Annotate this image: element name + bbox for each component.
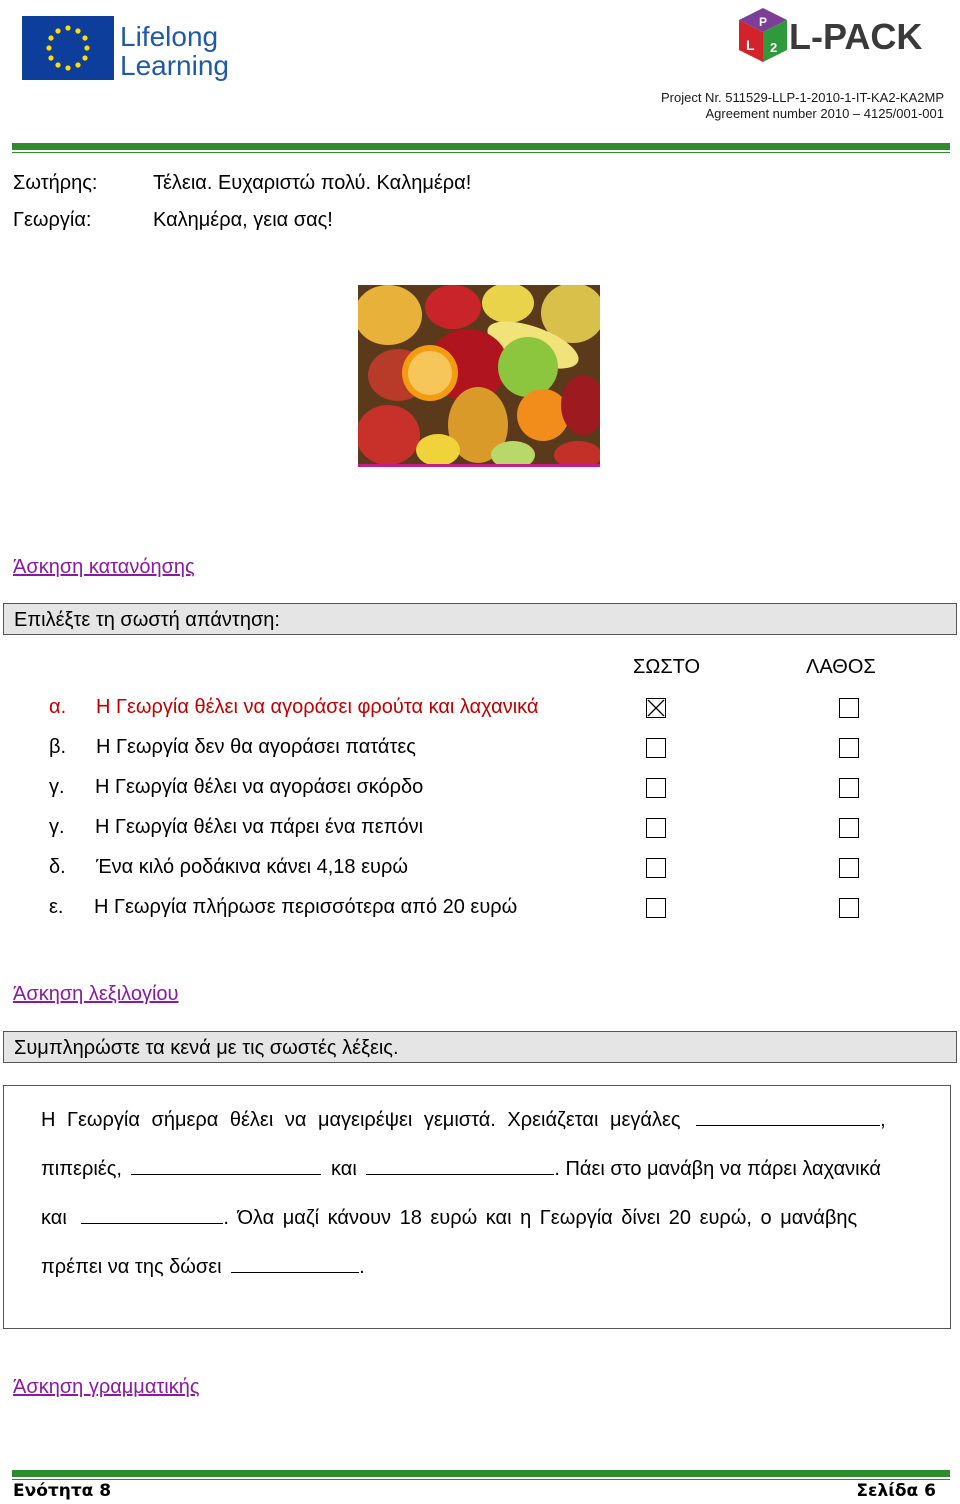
true-checkbox[interactable] bbox=[646, 858, 666, 878]
false-checkbox[interactable] bbox=[839, 698, 859, 718]
question-row bbox=[0, 896, 960, 924]
true-checkbox[interactable] bbox=[646, 698, 666, 718]
comprehension-instruction: Επιλέξτε τη σωστή απάντηση: bbox=[3, 603, 957, 635]
svg-text:L: L bbox=[746, 37, 755, 53]
blank-input[interactable] bbox=[366, 1160, 554, 1175]
question-text: Η Γεωργία πλήρωσε περισσότερα από 20 ευρώ bbox=[94, 896, 518, 918]
fill-in-line: πιπεριές, και . Πάει στο μανάβη να πάρει λαχανικά bbox=[41, 1158, 881, 1180]
question-row bbox=[0, 816, 960, 844]
agreement-number: Agreement number 2010 – 4125/001-001 bbox=[705, 106, 944, 121]
question-letter: ε. bbox=[49, 896, 64, 918]
dialogue-line: Τέλεια. Ευχαριστώ πολύ. Καλημέρα! bbox=[153, 172, 472, 194]
true-checkbox[interactable] bbox=[646, 898, 666, 918]
question-letter: β. bbox=[49, 736, 67, 758]
fill-in-line: και . Όλα μαζί κάνουν 18 ευρώ και η Γεωργία δίνει 20 ευρώ, ο μανάβης bbox=[41, 1207, 858, 1229]
fill-in-line: πρέπει να της δώσει . bbox=[41, 1256, 365, 1278]
eu-flag-icon bbox=[22, 16, 114, 80]
true-checkbox[interactable] bbox=[646, 738, 666, 758]
fill-in-text-box bbox=[3, 1085, 951, 1329]
project-number: Project Nr. 511529-LLP-1-2010-1-IT-KA2-KA2MP bbox=[660, 90, 944, 105]
footer-divider bbox=[12, 1470, 950, 1477]
footer-unit: Ενότητα 8 bbox=[13, 1481, 112, 1501]
comprehension-heading: Άσκηση κατανόησης bbox=[13, 556, 195, 578]
question-row bbox=[0, 696, 960, 724]
false-checkbox[interactable] bbox=[839, 858, 859, 878]
vocabulary-instruction: Συμπληρώστε τα κενά με τις σωστές λέξεις. bbox=[3, 1031, 957, 1063]
false-checkbox[interactable] bbox=[839, 738, 859, 758]
question-letter: δ. bbox=[49, 856, 66, 878]
blank-input[interactable] bbox=[81, 1209, 223, 1224]
footer-page-number: Σελίδα 6 bbox=[856, 1481, 936, 1501]
true-checkbox[interactable] bbox=[646, 818, 666, 838]
dialogue-line: Καλημέρα, γεια σας! bbox=[153, 209, 333, 231]
svg-text:2: 2 bbox=[770, 40, 778, 55]
question-row bbox=[0, 856, 960, 884]
question-letter: γ. bbox=[49, 816, 65, 838]
svg-text:P: P bbox=[759, 15, 768, 29]
question-row bbox=[0, 736, 960, 764]
question-text: Η Γεωργία θέλει να πάρει ένα πεπόνι bbox=[95, 816, 424, 838]
dialogue-speaker: Σωτήρης: bbox=[13, 172, 98, 194]
true-checkbox[interactable] bbox=[646, 778, 666, 798]
project-info bbox=[661, 90, 944, 122]
question-text: Η Γεωργία θέλει να αγοράσει φρούτα και λαχανικά bbox=[96, 696, 539, 718]
fruit-photo bbox=[358, 285, 600, 467]
grammar-heading: Άσκηση γραμματικής bbox=[13, 1376, 200, 1398]
lpack-wordmark: L-PACK bbox=[789, 16, 923, 57]
false-checkbox[interactable] bbox=[839, 778, 859, 798]
fill-in-line: Η Γεωργία σήμερα θέλει να μαγειρέψει γεμιστά. Χρειάζεται μεγάλες , bbox=[41, 1109, 886, 1131]
lpack-logo bbox=[735, 6, 945, 70]
blank-input[interactable] bbox=[231, 1258, 359, 1273]
header-divider bbox=[12, 143, 950, 150]
question-text: Ένα κιλό ροδάκινα κάνει 4,18 ευρώ bbox=[96, 856, 408, 878]
lifelong-learning-logo bbox=[14, 8, 236, 100]
question-text: Η Γεωργία δεν θα αγοράσει πατάτες bbox=[96, 736, 416, 758]
blank-input[interactable] bbox=[131, 1160, 321, 1175]
dialogue-speaker: Γεωργία: bbox=[13, 209, 92, 231]
false-checkbox[interactable] bbox=[839, 898, 859, 918]
checked-cross-icon bbox=[647, 699, 665, 717]
question-text: Η Γεωργία θέλει να αγοράσει σκόρδο bbox=[95, 776, 424, 798]
vocabulary-heading: Άσκηση λεξιλογίου bbox=[13, 983, 179, 1005]
question-letter: γ. bbox=[49, 776, 65, 798]
column-false-header: ΛΑΘΟΣ bbox=[806, 656, 876, 678]
lifelong-learning-wordmark: Lifelong Learning bbox=[120, 21, 229, 81]
lpack-cube-icon bbox=[735, 6, 791, 70]
column-true-header: ΣΩΣΤΟ bbox=[633, 656, 701, 678]
question-letter: α. bbox=[49, 696, 67, 718]
false-checkbox[interactable] bbox=[839, 818, 859, 838]
question-row bbox=[0, 776, 960, 804]
blank-input[interactable] bbox=[696, 1111, 880, 1126]
